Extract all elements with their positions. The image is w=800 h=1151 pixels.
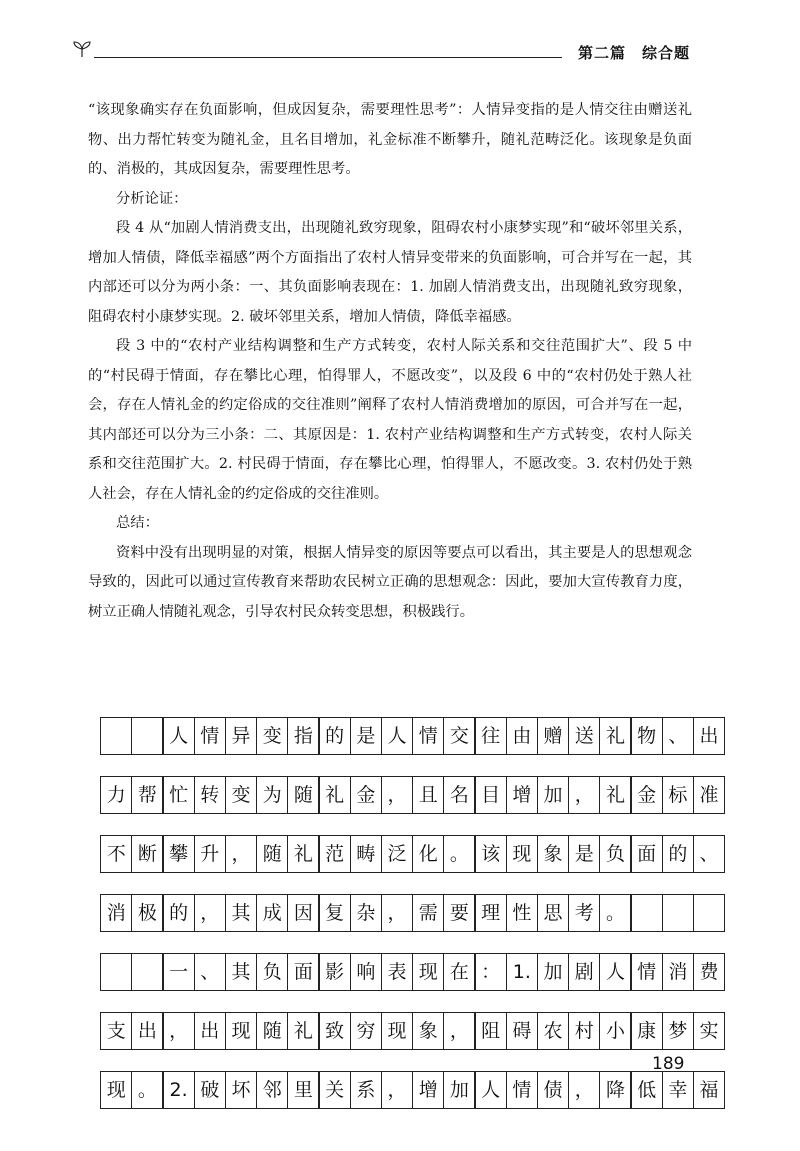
grid-cell: 情 — [630, 953, 662, 991]
grid-cell: 现 — [412, 953, 444, 991]
grid-cell: 加 — [537, 776, 569, 814]
grid-cell: ： — [474, 953, 506, 991]
grid-cell: 福 — [693, 1071, 725, 1109]
grid-cell: 金 — [630, 776, 662, 814]
grid-cell: 里 — [287, 1071, 319, 1109]
grid-cell: 其 — [225, 894, 257, 932]
grid-cell: 现 — [100, 1071, 132, 1109]
grid-cell: 往 — [474, 717, 506, 755]
paragraph-summary: 资料中没有出现明显的对策，根据人情异变的原因等要点可以看出，其主要是人的思想观念导致的，因此可以通过宣传教育来帮助农民树立正确的思想观念：因此，要加大宣传教育力度，树立正确人情随礼观念，引导农村民众转变思想，积极践行。 — [88, 544, 692, 620]
grid-cell: 为 — [256, 776, 288, 814]
grid-cell: 要 — [443, 894, 475, 932]
grid-cell: 、 — [662, 717, 694, 755]
header-rule — [94, 57, 562, 58]
grid-cell: 增 — [412, 1071, 444, 1109]
grid-cell: 现 — [225, 1012, 257, 1050]
grid-cell — [131, 717, 163, 755]
grid-cell: 农 — [537, 1012, 569, 1050]
grid-cell: ， — [381, 776, 413, 814]
grid-cell: 幸 — [662, 1071, 694, 1109]
grid-cell: 指 — [287, 717, 319, 755]
grid-cell: 不 — [100, 835, 132, 873]
grid-cell: 范 — [318, 835, 350, 873]
grid-cell: ， — [443, 1012, 475, 1050]
grid-cell: 梦 — [662, 1012, 694, 1050]
grid-cell: 低 — [630, 1071, 662, 1109]
grid-cell: ， — [194, 894, 226, 932]
answer-grid-paper — [100, 717, 719, 1130]
leaf-sprout-icon — [72, 40, 92, 62]
grid-cell: 升 — [194, 835, 226, 873]
grid-cell: 是 — [568, 835, 600, 873]
grid-cell: 2. — [162, 1071, 194, 1109]
grid-cell: 是 — [350, 717, 382, 755]
grid-cell: 村 — [568, 1012, 600, 1050]
grid-cell: 人 — [599, 953, 631, 991]
grid-cell: 其 — [225, 953, 257, 991]
grid-cell: 坏 — [225, 1071, 257, 1109]
grid-cell: 异 — [225, 717, 257, 755]
paragraph-analysis-effects: 段 4 从“加剧人情消费支出，出现随礼致穷现象，阻碍农村小康梦实现”和“破坏邻里关系，增加人情债，降低幸福感”两个方面指出了农村人情异变带来的负面影响，可合并写在一起，其内部还可以分为两小条：一、其负面影响表现在：1. 加剧人情消费支出，出现随礼致穷现象，阻碍农村小康梦实现。2. 破坏邻里关系，增加人情债，降低幸福感。 — [88, 220, 692, 325]
grid-cell: 剧 — [568, 953, 600, 991]
grid-row — [100, 1071, 719, 1109]
grid-cell: 随 — [256, 835, 288, 873]
grid-cell: 变 — [256, 717, 288, 755]
grid-cell: 送 — [568, 717, 600, 755]
grid-cell: ， — [568, 1071, 600, 1109]
grid-cell: 攀 — [162, 835, 194, 873]
grid-cell: 需 — [412, 894, 444, 932]
grid-cell: 礼 — [599, 776, 631, 814]
grid-cell: 一 — [162, 953, 194, 991]
grid-cell: 杂 — [350, 894, 382, 932]
grid-cell: 畴 — [350, 835, 382, 873]
grid-cell: 出 — [693, 717, 725, 755]
grid-cell: 物 — [630, 717, 662, 755]
grid-cell: 增 — [506, 776, 538, 814]
explanation-text — [88, 96, 692, 627]
grid-cell: 关 — [318, 1071, 350, 1109]
grid-cell: 随 — [256, 1012, 288, 1050]
grid-cell: ， — [225, 835, 257, 873]
grid-cell: 致 — [318, 1012, 350, 1050]
grid-cell: 赠 — [537, 717, 569, 755]
grid-row — [100, 894, 684, 932]
grid-cell: 复 — [318, 894, 350, 932]
grid-cell: 面 — [287, 953, 319, 991]
grid-row — [100, 835, 719, 873]
grid-cell: 名 — [443, 776, 475, 814]
grid-cell: 面 — [630, 835, 662, 873]
page-number: 189 — [652, 1054, 685, 1074]
grid-cell: 性 — [506, 894, 538, 932]
grid-cell: 成 — [256, 894, 288, 932]
grid-cell: 小 — [599, 1012, 631, 1050]
grid-cell: 情 — [506, 1071, 538, 1109]
grid-cell — [662, 894, 694, 932]
grid-cell — [630, 894, 662, 932]
grid-cell: 情 — [412, 717, 444, 755]
grid-cell: 加 — [537, 953, 569, 991]
grid-cell: 康 — [630, 1012, 662, 1050]
grid-cell: 邻 — [256, 1071, 288, 1109]
grid-cell: 因 — [287, 894, 319, 932]
grid-cell: 象 — [412, 1012, 444, 1050]
grid-cell — [693, 894, 725, 932]
grid-cell: 礼 — [599, 717, 631, 755]
paragraph-analysis-heading: 分析论证： — [116, 190, 188, 207]
grid-cell: 且 — [412, 776, 444, 814]
grid-row — [100, 717, 719, 755]
grid-row — [100, 776, 719, 814]
grid-cell: ， — [381, 894, 413, 932]
grid-cell: 的 — [318, 717, 350, 755]
grid-cell: 阻 — [474, 1012, 506, 1050]
grid-cell: 人 — [381, 717, 413, 755]
paragraph-summary-heading: 总结： — [116, 515, 159, 531]
grid-cell: 转 — [194, 776, 226, 814]
grid-cell: 。 — [599, 894, 631, 932]
grid-cell: 加 — [443, 1071, 475, 1109]
grid-cell: 表 — [381, 953, 413, 991]
grid-cell: 现 — [381, 1012, 413, 1050]
grid-cell: 响 — [350, 953, 382, 991]
grid-cell: 力 — [100, 776, 132, 814]
grid-cell: 影 — [318, 953, 350, 991]
grid-cell: 人 — [162, 717, 194, 755]
grid-cell: 准 — [693, 776, 725, 814]
grid-cell: 出 — [194, 1012, 226, 1050]
grid-cell: 礼 — [287, 835, 319, 873]
grid-cell: 该 — [474, 835, 506, 873]
paragraph-analysis-causes: 段 3 中的“农村产业结构调整和生产方式转变，农村人际关系和交往范围扩大”、段 5 中的“村民碍于情面，存在攀比心理，怕得罪人，不愿改变”，以及段 6 中的“农村仍处于熟人社会，存在人情礼金的约定俗成的交往准则”阐释了农村人情消费增加的原因，可合并写在一起，其内部还可以分为三小条：二、其原因是：1. 农村产业结构调整和生产方式转变，农村人际关系和交往范围扩大。2. 村民碍于情面，存在攀比心理，怕得罪人，不愿改变。3. 农村仍处于熟人社会，存在人情礼金的约定俗成的交往准则。 — [88, 338, 692, 502]
grid-cell: 帮 — [131, 776, 163, 814]
grid-cell: 现 — [506, 835, 538, 873]
grid-cell — [100, 953, 132, 991]
grid-cell: 系 — [350, 1071, 382, 1109]
grid-cell: ， — [381, 1071, 413, 1109]
grid-cell: 忙 — [162, 776, 194, 814]
grid-cell: 破 — [194, 1071, 226, 1109]
grid-cell — [100, 717, 132, 755]
grid-row — [100, 1012, 719, 1050]
grid-cell: ， — [568, 776, 600, 814]
grid-cell: 碍 — [506, 1012, 538, 1050]
grid-cell: 泛 — [381, 835, 413, 873]
grid-cell: 穷 — [350, 1012, 382, 1050]
grid-cell: 债 — [537, 1071, 569, 1109]
grid-cell: 实 — [693, 1012, 725, 1050]
grid-cell: 费 — [693, 953, 725, 991]
grid-cell: 化 — [412, 835, 444, 873]
grid-cell: 的 — [662, 835, 694, 873]
grid-cell: 金 — [350, 776, 382, 814]
grid-cell: 交 — [443, 717, 475, 755]
grid-cell: 极 — [131, 894, 163, 932]
grid-cell: 在 — [443, 953, 475, 991]
grid-cell: 1. — [506, 953, 538, 991]
grid-cell: 情 — [194, 717, 226, 755]
grid-cell: 消 — [100, 894, 132, 932]
grid-cell: 由 — [506, 717, 538, 755]
grid-cell: 负 — [599, 835, 631, 873]
grid-cell: 考 — [568, 894, 600, 932]
grid-cell: 负 — [256, 953, 288, 991]
grid-cell: 变 — [225, 776, 257, 814]
grid-cell: 。 — [131, 1071, 163, 1109]
grid-cell: 理 — [474, 894, 506, 932]
section-title: 第二篇 综合题 — [577, 44, 690, 62]
grid-cell: 消 — [662, 953, 694, 991]
grid-cell: 思 — [537, 894, 569, 932]
grid-cell: 、 — [194, 953, 226, 991]
grid-cell: 礼 — [287, 1012, 319, 1050]
grid-cell: 断 — [131, 835, 163, 873]
grid-cell: 目 — [474, 776, 506, 814]
grid-cell: 象 — [537, 835, 569, 873]
grid-cell: ， — [162, 1012, 194, 1050]
grid-row — [100, 953, 719, 991]
grid-cell: 随 — [287, 776, 319, 814]
grid-cell: 出 — [131, 1012, 163, 1050]
grid-cell: 人 — [474, 1071, 506, 1109]
grid-cell: 、 — [693, 835, 725, 873]
grid-cell: 支 — [100, 1012, 132, 1050]
grid-cell: 降 — [599, 1071, 631, 1109]
page-header — [72, 38, 712, 68]
grid-cell: 标 — [662, 776, 694, 814]
paragraph-thesis: “该现象确实存在负面影响，但成因复杂，需要理性思考”：人情异变指的是人情交往由赠送礼物、出力帮忙转变为随礼金，且名目增加，礼金标准不断攀升，随礼范畴泛化。该现象是负面的、消极的，其成因复杂，需要理性思考。 — [88, 102, 692, 177]
grid-cell: 礼 — [318, 776, 350, 814]
grid-cell: 的 — [162, 894, 194, 932]
grid-cell — [131, 953, 163, 991]
grid-cell: 。 — [443, 835, 475, 873]
